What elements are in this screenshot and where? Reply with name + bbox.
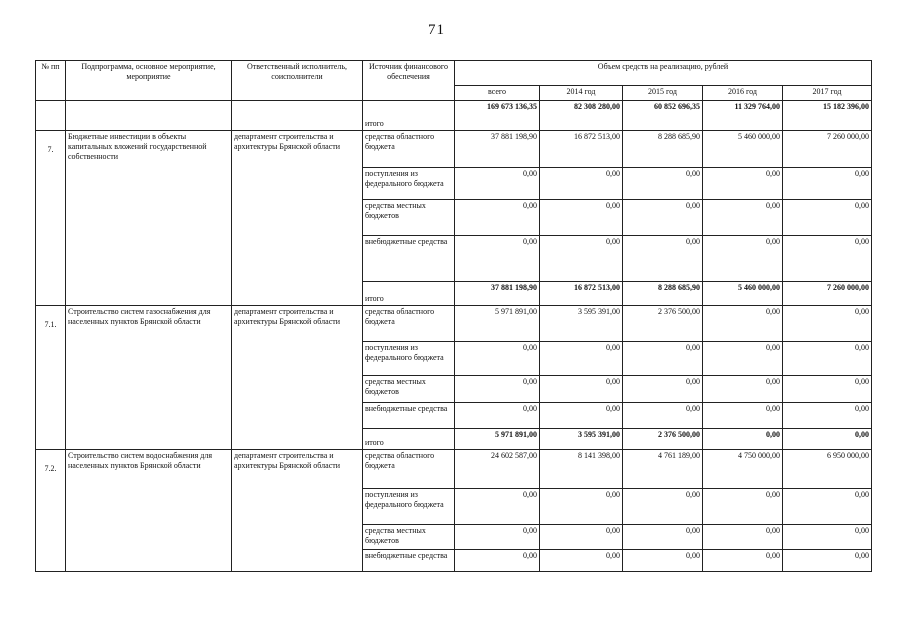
- value-cell: 3 595 391,00: [540, 306, 623, 342]
- value-cell: 6 950 000,00: [783, 450, 872, 489]
- source-label: средства областного бюджета: [363, 306, 455, 342]
- value-cell: 5 971 891,00: [455, 306, 540, 342]
- source-label: средства областного бюджета: [363, 450, 455, 489]
- value-cell: 0,00: [703, 342, 783, 376]
- table-row: [36, 306, 872, 342]
- table-row: [36, 131, 872, 168]
- value-cell: 2 376 500,00: [623, 306, 703, 342]
- value-cell: 0,00: [623, 376, 703, 403]
- empty-cell: [36, 101, 66, 131]
- value-cell: 0,00: [623, 168, 703, 200]
- value-cell: 0,00: [540, 376, 623, 403]
- value-cell: 0,00: [540, 342, 623, 376]
- value-cell: 7 260 000,00: [783, 131, 872, 168]
- value-cell: 0,00: [783, 376, 872, 403]
- value-cell: 0,00: [783, 200, 872, 236]
- table-row: [36, 450, 872, 489]
- value-cell: 37 881 198,90: [455, 282, 540, 306]
- total-label: итого: [363, 101, 455, 131]
- value-cell: 0,00: [540, 403, 623, 429]
- value-cell: 5 971 891,00: [455, 429, 540, 450]
- section-executor: департамент строительства и архитектуры Брянской области: [232, 131, 363, 306]
- header-name: Подпрограмма, основное мероприятие, мероприятие: [66, 61, 232, 101]
- value-cell: 169 673 136,35: [455, 101, 540, 131]
- header-executor: Ответственный исполнитель, соисполнители: [232, 61, 363, 101]
- value-cell: 4 761 189,00: [623, 450, 703, 489]
- value-cell: 0,00: [783, 236, 872, 282]
- value-cell: 0,00: [783, 342, 872, 376]
- value-cell: 0,00: [540, 236, 623, 282]
- value-cell: 0,00: [455, 550, 540, 572]
- value-cell: 8 141 398,00: [540, 450, 623, 489]
- value-cell: 15 182 396,00: [783, 101, 872, 131]
- value-cell: 0,00: [540, 550, 623, 572]
- section-name: Строительство систем водоснабжения для населенных пунктов Брянской области: [66, 450, 232, 572]
- source-label: поступления из федерального бюджета: [363, 168, 455, 200]
- value-cell: 11 329 764,00: [703, 101, 783, 131]
- value-cell: 0,00: [703, 429, 783, 450]
- value-cell: 0,00: [703, 168, 783, 200]
- value-cell: 0,00: [455, 376, 540, 403]
- value-cell: 60 852 696,35: [623, 101, 703, 131]
- value-cell: 0,00: [623, 489, 703, 525]
- value-cell: 0,00: [623, 403, 703, 429]
- header-year-2014: 2014 год: [540, 86, 623, 101]
- source-label: поступления из федерального бюджета: [363, 489, 455, 525]
- value-cell: 0,00: [783, 168, 872, 200]
- section-number: 7.1.: [36, 306, 66, 450]
- section-number: 7.2.: [36, 450, 66, 572]
- value-cell: 24 602 587,00: [455, 450, 540, 489]
- section-executor: департамент строительства и архитектуры Брянской области: [232, 450, 363, 572]
- value-cell: 0,00: [455, 342, 540, 376]
- value-cell: 0,00: [703, 525, 783, 550]
- value-cell: 0,00: [455, 525, 540, 550]
- total-label: итого: [363, 282, 455, 306]
- value-cell: 0,00: [703, 376, 783, 403]
- value-cell: 8 288 685,90: [623, 282, 703, 306]
- value-cell: 0,00: [455, 489, 540, 525]
- total-label: итого: [363, 429, 455, 450]
- header-year-2016: 2016 год: [703, 86, 783, 101]
- value-cell: 16 872 513,00: [540, 131, 623, 168]
- page-number: 71: [428, 22, 445, 38]
- value-cell: 7 260 000,00: [783, 282, 872, 306]
- header-year-total: всего: [455, 86, 540, 101]
- value-cell: 0,00: [783, 403, 872, 429]
- value-cell: 0,00: [540, 489, 623, 525]
- value-cell: 0,00: [540, 200, 623, 236]
- value-cell: 0,00: [783, 550, 872, 572]
- value-cell: 0,00: [703, 236, 783, 282]
- section-name: Бюджетные инвестиции в объекты капитальных вложений государственной собственности: [66, 131, 232, 306]
- empty-cell: [66, 101, 232, 131]
- header-source: Источник финансового обеспечения: [363, 61, 455, 101]
- value-cell: 0,00: [455, 403, 540, 429]
- source-label: средства местных бюджетов: [363, 200, 455, 236]
- header-year-2015: 2015 год: [623, 86, 703, 101]
- value-cell: 0,00: [623, 342, 703, 376]
- source-label: средства местных бюджетов: [363, 525, 455, 550]
- value-cell: 3 595 391,00: [540, 429, 623, 450]
- value-cell: 8 288 685,90: [623, 131, 703, 168]
- header-volume: Объем средств на реализацию, рублей: [455, 61, 872, 86]
- header-no: № пп: [36, 61, 66, 101]
- budget-table: [35, 60, 872, 572]
- section-executor: департамент строительства и архитектуры Брянской области: [232, 306, 363, 450]
- value-cell: 0,00: [703, 200, 783, 236]
- value-cell: 0,00: [623, 525, 703, 550]
- source-label: внебюджетные средства: [363, 236, 455, 282]
- value-cell: 0,00: [783, 525, 872, 550]
- value-cell: 0,00: [703, 489, 783, 525]
- value-cell: 0,00: [540, 525, 623, 550]
- source-label: средства местных бюджетов: [363, 376, 455, 403]
- value-cell: 0,00: [783, 306, 872, 342]
- value-cell: 2 376 500,00: [623, 429, 703, 450]
- value-cell: 0,00: [540, 168, 623, 200]
- value-cell: 0,00: [783, 489, 872, 525]
- value-cell: 5 460 000,00: [703, 282, 783, 306]
- value-cell: 0,00: [783, 429, 872, 450]
- source-label: внебюджетные средства: [363, 403, 455, 429]
- value-cell: 0,00: [703, 306, 783, 342]
- value-cell: 0,00: [623, 236, 703, 282]
- value-cell: 0,00: [455, 200, 540, 236]
- source-label: средства областного бюджета: [363, 131, 455, 168]
- section-name: Строительство систем газоснабжения для населенных пунктов Брянской области: [66, 306, 232, 450]
- source-label: внебюджетные средства: [363, 550, 455, 572]
- value-cell: 5 460 000,00: [703, 131, 783, 168]
- value-cell: 37 881 198,90: [455, 131, 540, 168]
- value-cell: 0,00: [623, 200, 703, 236]
- value-cell: 0,00: [455, 236, 540, 282]
- value-cell: 82 308 280,00: [540, 101, 623, 131]
- value-cell: 0,00: [623, 550, 703, 572]
- header-year-2017: 2017 год: [783, 86, 872, 101]
- table-row: [36, 101, 872, 131]
- section-number: 7.: [36, 131, 66, 306]
- value-cell: 16 872 513,00: [540, 282, 623, 306]
- value-cell: 4 750 000,00: [703, 450, 783, 489]
- value-cell: 0,00: [703, 403, 783, 429]
- value-cell: 0,00: [455, 168, 540, 200]
- empty-cell: [232, 101, 363, 131]
- source-label: поступления из федерального бюджета: [363, 342, 455, 376]
- value-cell: 0,00: [703, 550, 783, 572]
